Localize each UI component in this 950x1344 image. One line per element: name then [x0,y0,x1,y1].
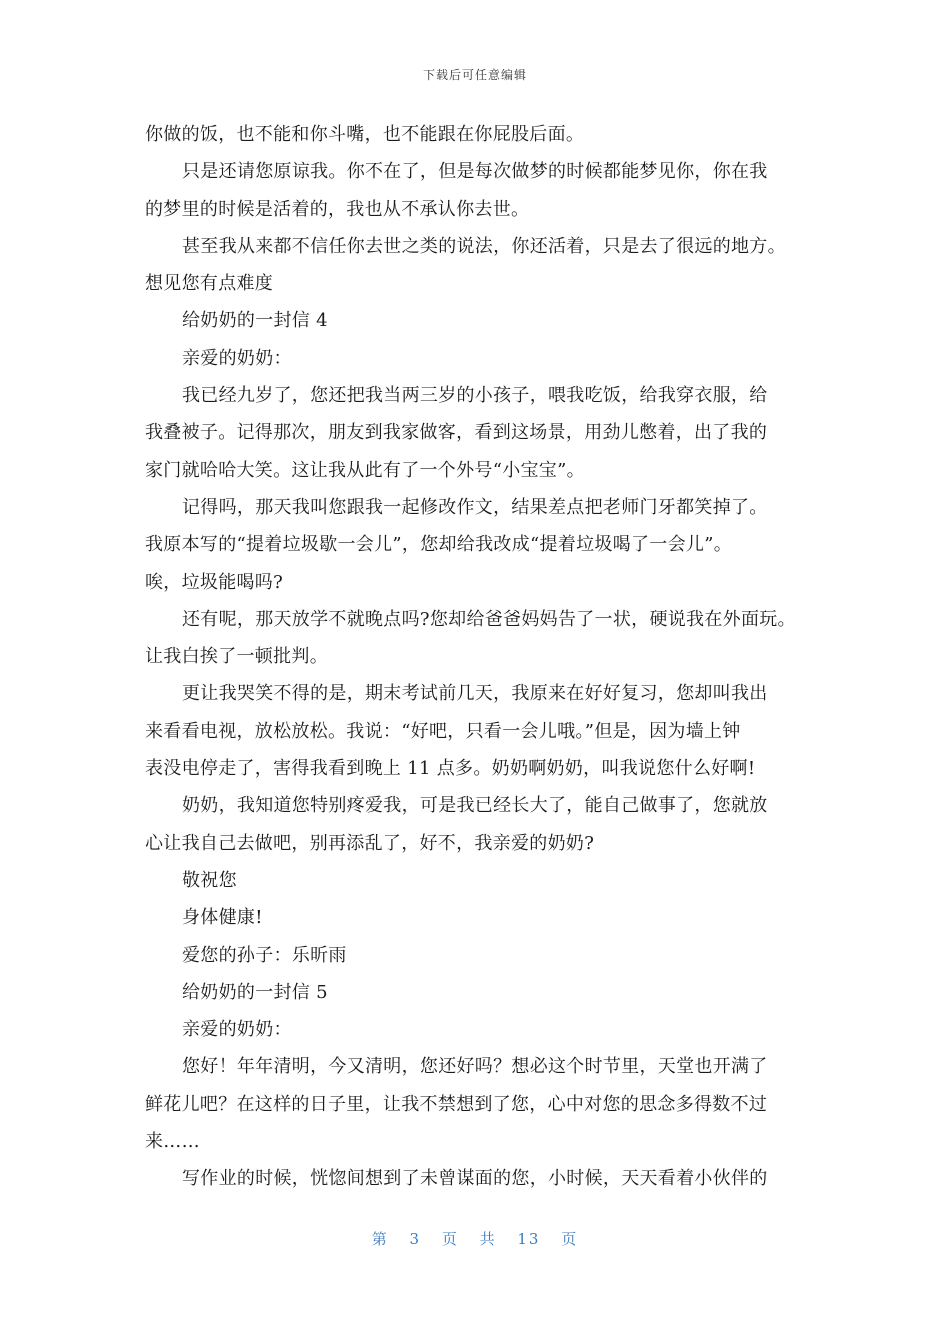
salutation: 亲爱的奶奶： [182,1019,292,1041]
paragraph-line: 更让我哭笑不得的是，期末考试前几天，我原来在好好复习，您却叫我出 [182,683,768,705]
paragraph-line: 来…… [145,1131,200,1153]
salutation: 亲爱的奶奶： [182,347,292,369]
paragraph-line: 我已经九岁了，您还把我当两三岁的小孩子，喂我吃饭，给我穿衣服，给 [182,385,768,407]
section-heading: 给奶奶的一封信 5 [182,981,328,1003]
paragraph-line: 鲜花儿吧？在这样的日子里，让我不禁想到了您，心中对您的思念多得数不过 [145,1093,768,1115]
paragraph-line: 家门就哈哈大笑。这让我从此有了一个外号“小宝宝”。 [145,459,585,481]
paragraph-line: 唉，垃圾能喝吗? [145,571,284,593]
paragraph-line: 想见您有点难度 [145,273,274,295]
paragraph-line: 来看看电视，放松放松。我说：“好吧，只看一会儿哦。”但是，因为墙上钟 [145,720,741,742]
paragraph-line: 我原本写的“提着垃圾歇一会儿”，您却给我改成“提着垃圾喝了一会儿”。 [145,534,733,556]
paragraph-line: 只是还请您原谅我。你不在了，但是每次做梦的时候都能梦见你，你在我 [182,161,768,183]
paragraph-line: 让我白挨了一顿批判。 [145,646,328,668]
paragraph-line: 我叠被子。记得那次，朋友到我家做客，看到这场景，用劲儿憋着，出了我的 [145,422,768,444]
paragraph-line: 甚至我从来都不信任你去世之类的说法，你还活着，只是去了很远的地方。 [182,235,786,257]
paragraph-line: 的梦里的时候是活着的，我也从不承认你去世。 [145,198,530,220]
paragraph-line: 奶奶，我知道您特别疼爱我，可是我已经长大了，能自己做事了，您就放 [182,795,768,817]
closing-line: 身体健康! [182,907,263,929]
page-number-footer: 第 3 页 共 13 页 [371,1230,579,1248]
paragraph-line: 表没电停走了，害得我看到晚上 11 点多。奶奶啊奶奶，叫我说您什么好啊! [145,758,756,780]
page-header: 下载后可任意编辑 [422,68,527,82]
signature-line: 爱您的孙子：乐昕雨 [182,944,347,966]
paragraph-line: 还有呢，那天放学不就晚点吗?您却给爸爸妈妈告了一状，硬说我在外面玩。 [182,608,796,630]
paragraph-line: 心让我自己去做吧，别再添乱了，好不，我亲爱的奶奶? [145,832,595,854]
paragraph-line: 记得吗，那天我叫您跟我一起修改作文，结果差点把老师门牙都笑掉了。 [182,496,768,518]
document-body [145,116,825,1198]
paragraph-line: 你做的饭，也不能和你斗嘴，也不能跟在你屁股后面。 [145,124,585,145]
paragraph-line: 您好！年年清明，今又清明，您还好吗？想必这个时节里，天堂也开满了 [182,1056,768,1078]
section-heading: 给奶奶的一封信 4 [182,310,328,332]
closing-line: 敬祝您 [182,869,237,891]
paragraph-line: 写作业的时候，恍惚间想到了未曾谋面的您，小时候，天天看着小伙伴的 [182,1168,768,1190]
